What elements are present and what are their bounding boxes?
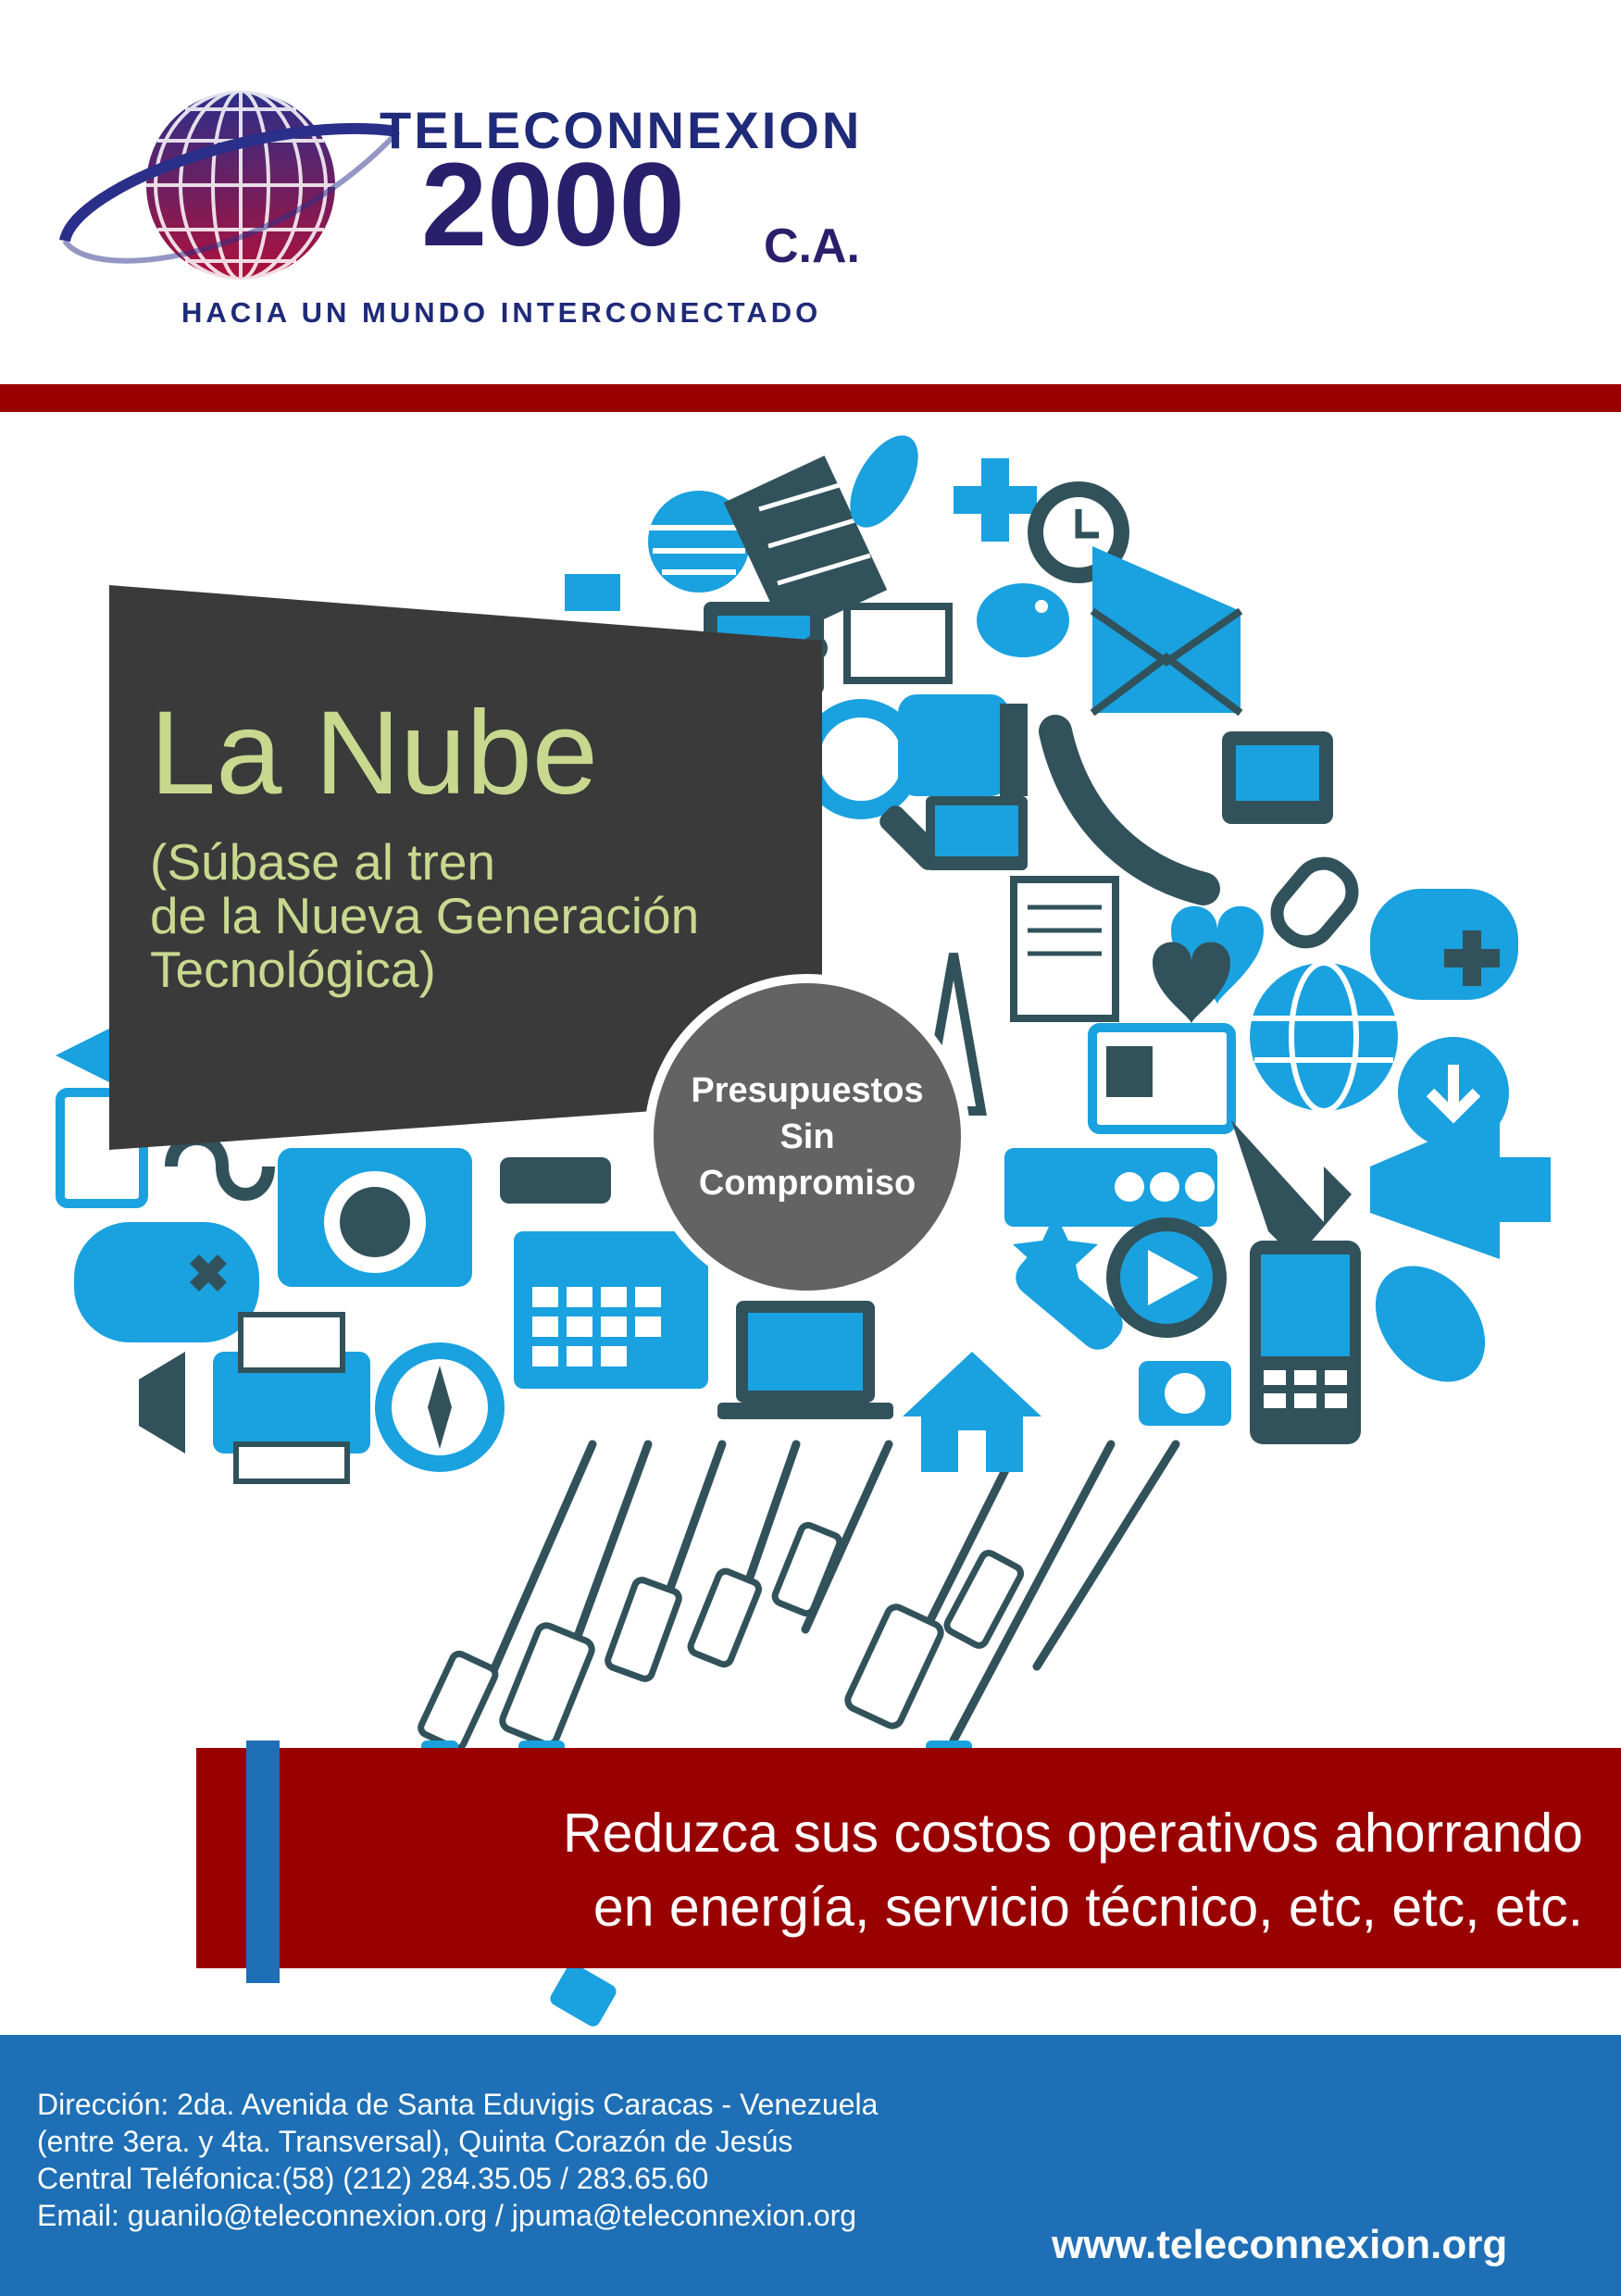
header-divider	[0, 384, 1621, 412]
hero-title: La Nube	[150, 687, 598, 819]
brand-name-line2: 2000	[421, 139, 685, 271]
globe-orbit-icon	[56, 76, 407, 307]
brand-tagline: HACIA UN MUNDO INTERCONECTADO	[181, 296, 822, 329]
quote-badge-text: Presupuestos Sin Compromiso	[691, 1071, 924, 1203]
promo-banner-text: Reduzca sus costos operativos ahorrando en energía, servicio técnico, etc, etc, etc.	[563, 1803, 1583, 1938]
footer-website-link[interactable]: www.teleconnexion.org	[1052, 2222, 1508, 2267]
hero-subtitle: (Súbase al tren de la Nueva Generación Tecnológica)	[150, 833, 700, 998]
footer-address-line1: Dirección: 2da. Avenida de Santa Eduvigis Caracas - Venezuela	[37, 2088, 879, 2121]
footer-address-line2: (entre 3era. y 4ta. Transversal), Quinta Corazón de Jesús	[37, 2125, 793, 2158]
footer-phone: Central Teléfonica:(58) (212) 284.35.05 / 283.65.60	[37, 2162, 709, 2195]
brand-name-line1: TELECONNEXION	[380, 101, 863, 159]
promo-banner-accent	[246, 1741, 280, 1983]
quote-badge	[644, 974, 970, 1300]
brand-suffix: C.A.	[764, 219, 860, 273]
footer-email[interactable]: Email: guanilo@teleconnexion.org / jpuma@teleconnexion.org	[37, 2199, 857, 2232]
